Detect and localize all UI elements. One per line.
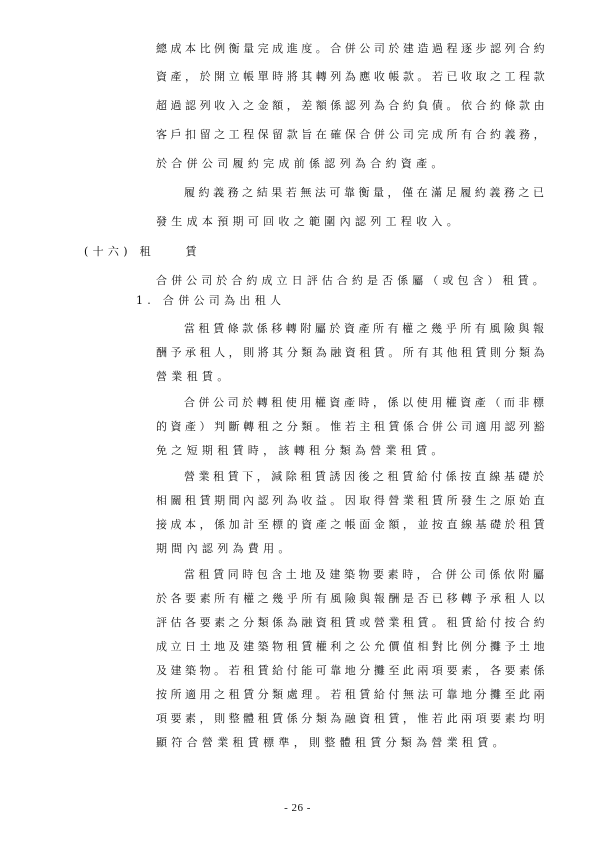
- section-intro: 合併公司於合約成立日評估合約是否係屬（或包含）租賃。: [156, 274, 548, 287]
- body-text-line: 於合併公司履約完成前係認列為合約資產。: [156, 157, 447, 170]
- body-text-line: 評估各要素之分類係為融資租賃或營業租賃。租賃給付按合約: [156, 616, 549, 629]
- item-heading: 1. 合併公司為出租人: [136, 294, 286, 307]
- body-text-line: 履約義務之結果若無法可靠衡量，僅在滿足履約義務之已: [184, 186, 548, 199]
- body-text-line: 期間內認列為費用。: [156, 542, 294, 555]
- section-heading: (十六) 租 賃: [84, 245, 201, 258]
- body-text-line: 及建築物。若租賃給付能可靠地分攤至此兩項要素，各要素係: [156, 664, 549, 677]
- body-text-line: 資產，於開立帳單時將其轉列為應收帳款。若已收取之工程款: [156, 70, 549, 83]
- body-text-line: 的資產）判斷轉租之分類。惟若主租賃係合併公司適用認列豁: [156, 420, 549, 433]
- body-text-line: 顯符合營業租賃標準，則整體租賃分類為營業租賃。: [156, 736, 508, 749]
- body-text-line: 免之短期租賃時，該轉租分類為營業租賃。: [156, 444, 447, 457]
- body-text-line: 營業租賃下，減除租賃誘因後之租賃給付係按直線基礎於: [184, 470, 548, 483]
- page-number: - 26 -: [284, 802, 311, 814]
- body-text-line: 成立日土地及建築物租賃權利之公允價值相對比例分攤予土地: [156, 640, 549, 653]
- body-text-line: 項要素，則整體租賃係分類為融資租賃，惟若此兩項要素均明: [156, 712, 549, 725]
- body-text-line: 當租賃條款係移轉附屬於資產所有權之幾乎所有風險與報: [184, 322, 548, 335]
- body-text-line: 當租賃同時包含土地及建築物要素時，合併公司係依附屬: [184, 568, 548, 581]
- body-text-line: 總成本比例衡量完成進度。合併公司於建造過程逐步認列合約: [156, 42, 549, 55]
- body-text-line: 營業租賃。: [156, 370, 233, 383]
- body-text-line: 按所適用之租賃分類處理。若租賃給付無法可靠地分攤至此兩: [156, 688, 549, 701]
- body-text-line: 超過認列收入之金額，差額係認列為合約負債。依合約條款由: [156, 99, 549, 112]
- body-text-line: 酬予承租人，則將其分類為融資租賃。所有其他租賃則分類為: [156, 346, 549, 359]
- body-text-line: 於各要素所有權之幾乎所有風險與報酬是否已移轉予承租人以: [156, 592, 549, 605]
- body-text-line: 合併公司於轉租使用權資產時，係以使用權資產（而非標: [184, 396, 548, 409]
- body-text-line: 接成本，係加計至標的資產之帳面金額，並按直線基礎於租賃: [156, 518, 549, 531]
- body-text-line: 相關租賃期間內認列為收益。因取得營業租賃所發生之原始直: [156, 494, 549, 507]
- body-text-line: 客戶扣留之工程保留款旨在確保合併公司完成所有合約義務，: [156, 128, 549, 141]
- body-text-line: 發生成本預期可回收之範圍內認列工程收入。: [156, 215, 462, 228]
